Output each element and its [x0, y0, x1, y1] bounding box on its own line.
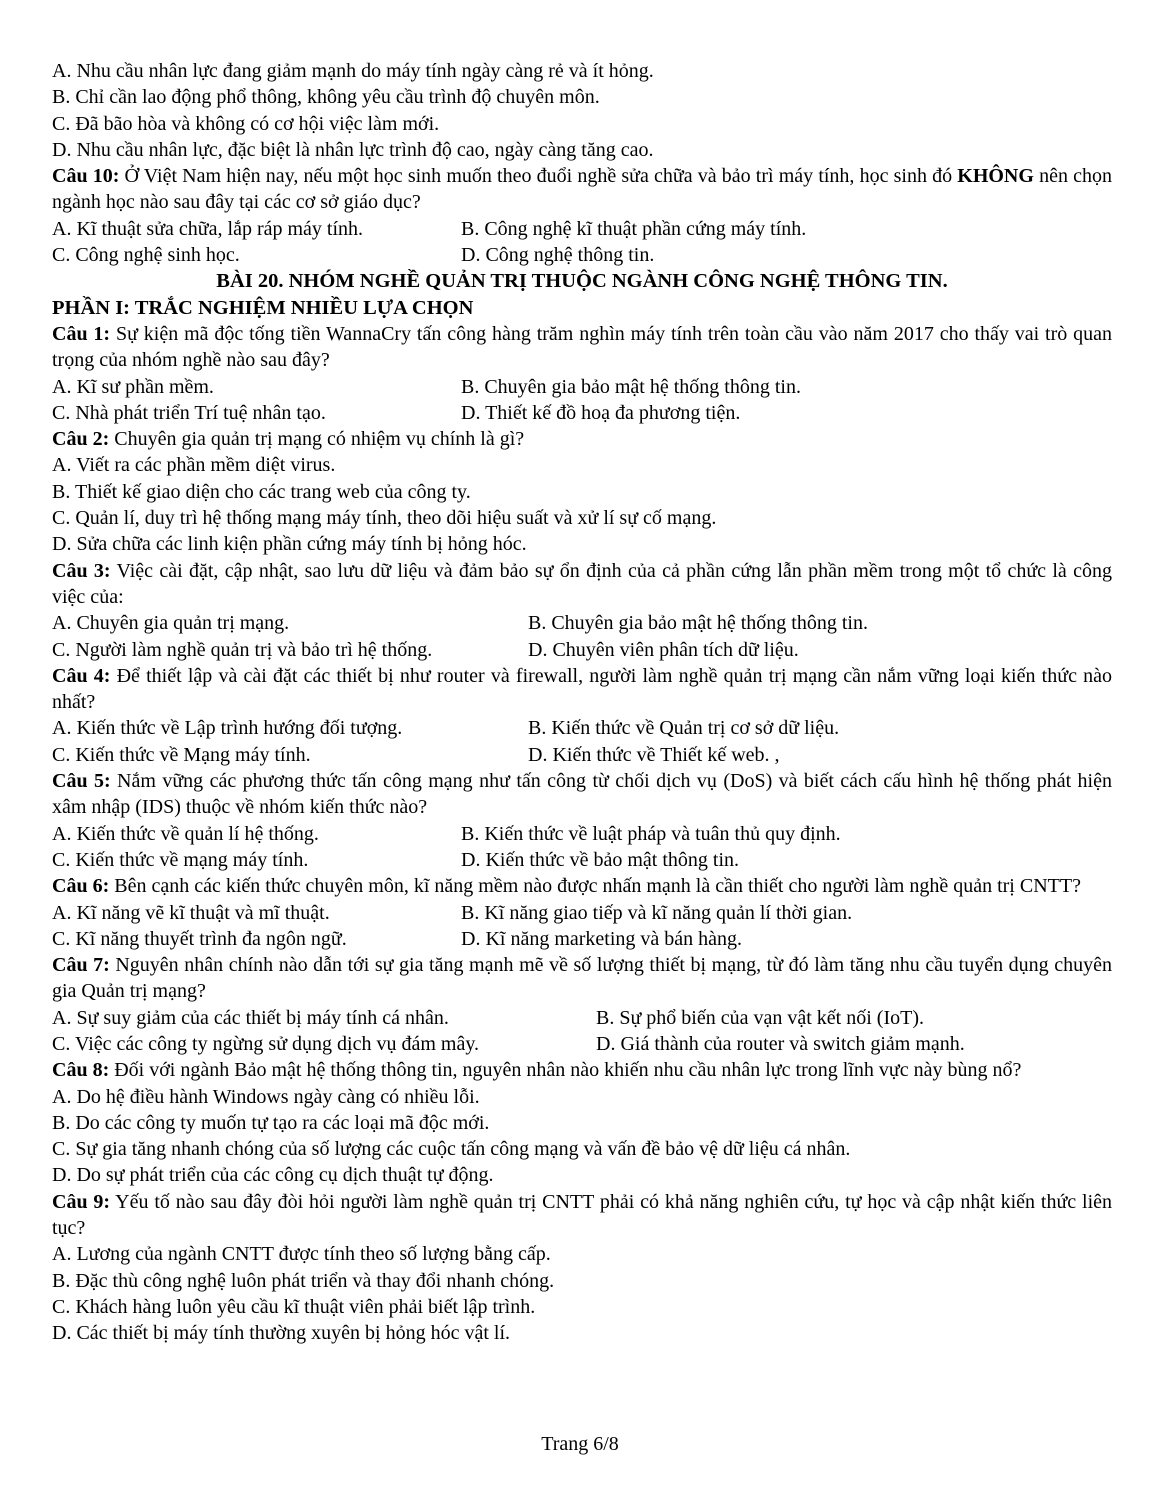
question-6 [52, 873, 1112, 899]
question-text: Yếu tố nào sau đây đòi hỏi người làm nghề quản trị CNTT phải có khả năng nghiên cứu, tự học và cập nhật kiến thức liên tục? [52, 1190, 1112, 1240]
option-d: D. Nhu cầu nhân lực, đặc biệt là nhân lực trình độ cao, ngày càng tăng cao. [52, 138, 654, 161]
option-b: B. Thiết kế giao diện cho các trang web của công ty. [52, 480, 471, 503]
question-emphasis: KHÔNG [957, 165, 1034, 188]
option-c: C. Đã bão hòa và không có cơ hội việc làm mới. [52, 112, 440, 135]
question-label: Câu 9: [52, 1190, 111, 1213]
option-b: B. Kiến thức về Quản trị cơ sở dữ liệu. [528, 717, 840, 740]
question-label: Câu 1: [52, 322, 111, 345]
options-row [52, 400, 1112, 426]
option-c: C. Người làm nghề quản trị và bảo trì hệ thống. [52, 638, 433, 661]
option-d: D. Kiến thức về Thiết kế web. , [528, 743, 780, 766]
option-d: D. Công nghệ thông tin. [461, 244, 655, 267]
option-b: B. Chuyên gia bảo mật hệ thống thông tin. [528, 612, 868, 635]
option-c: C. Việc các công ty ngừng sử dụng dịch vụ đám mây. [52, 1032, 480, 1055]
options-row [52, 610, 1112, 636]
options-row [52, 900, 1112, 926]
option-c: C. Sự gia tăng nhanh chóng của số lượng các cuộc tấn công mạng và vấn đề bảo vệ dữ liệu cá nhân. [52, 1138, 851, 1161]
option-b: B. Kĩ năng giao tiếp và kĩ năng quản lí thời gian. [461, 901, 853, 924]
question-label: Câu 10: [52, 165, 120, 188]
question-text: Việc cài đặt, cập nhật, sao lưu dữ liệu và đảm bảo sự ổn định của cả phần cứng lẫn phần mềm trong một tổ chức là công việc của: [52, 559, 1112, 608]
options-row [52, 242, 1112, 268]
options-row [52, 821, 1112, 847]
options-row [52, 216, 1112, 242]
question-3 [52, 558, 1112, 611]
option-d: D. Kĩ năng marketing và bán hàng. [461, 927, 743, 950]
question-5 [52, 768, 1112, 821]
option-a: A. Viết ra các phần mềm diệt virus. [52, 454, 336, 477]
option-a: A. Do hệ điều hành Windows ngày càng có nhiều lỗi. [52, 1085, 480, 1108]
question-1 [52, 321, 1112, 374]
question-text: Ở Việt Nam hiện nay, nếu một học sinh muốn theo đuổi nghề sửa chữa và bảo trì máy tính, học sinh đó [119, 165, 958, 188]
document-page [52, 58, 1112, 1347]
question-4 [52, 663, 1112, 716]
option-d: D. Sửa chữa các linh kiện phần cứng máy tính bị hỏng hóc. [52, 533, 527, 556]
option-a: A. Kĩ năng vẽ kĩ thuật và mĩ thuật. [52, 901, 330, 924]
option-a: A. Kiến thức về quản lí hệ thống. [52, 822, 319, 845]
option-a: A. Sự suy giảm của các thiết bị máy tính cá nhân. [52, 1006, 449, 1029]
option-c: C. Công nghệ sinh học. [52, 244, 240, 267]
question-2 [52, 426, 1112, 452]
question-text: Bên cạnh các kiến thức chuyên môn, kĩ năng mềm nào được nhấn mạnh là cần thiết cho người làm nghề quản trị CNTT? [109, 875, 1081, 898]
options-row [52, 1005, 1112, 1031]
question-label: Câu 8: [52, 1059, 110, 1082]
option-d: D. Chuyên viên phân tích dữ liệu. [528, 638, 799, 661]
question-10 [52, 163, 1112, 216]
question-text: nên chọn ngành học nào sau đây tại các cơ sở giáo dục? [52, 165, 1112, 214]
question-text: Nguyên nhân chính nào dẫn tới sự gia tăng mạnh mẽ về số lượng thiết bị mạng, từ đó làm tăng nhu cầu tuyển dụng chuyên gia Quản trị mạng? [52, 954, 1112, 1003]
question-label: Câu 3: [52, 559, 111, 582]
option-d: D. Thiết kế đồ hoạ đa phương tiện. [461, 401, 741, 424]
option-b: B. Chuyên gia bảo mật hệ thống thông tin. [461, 375, 801, 398]
option-d: D. Kiến thức về bảo mật thông tin. [461, 848, 740, 871]
question-label: Câu 5: [52, 770, 111, 793]
part-title: PHẦN I: TRẮC NGHIỆM NHIỀU LỰA CHỌN [52, 296, 474, 319]
options-row [52, 926, 1112, 952]
lesson-title: BÀI 20. NHÓM NGHỀ QUẢN TRỊ THUỘC NGÀNH CÔNG NGHỆ THÔNG TIN. [216, 270, 948, 293]
option-b: B. Công nghệ kĩ thuật phần cứng máy tính. [461, 217, 807, 240]
option-b: B. Chỉ cần lao động phổ thông, không yêu cầu trình độ chuyên môn. [52, 86, 600, 109]
option-c: C. Nhà phát triển Trí tuệ nhân tạo. [52, 401, 326, 424]
option-b: B. Do các công ty muốn tự tạo ra các loại mã độc mới. [52, 1111, 490, 1134]
question-label: Câu 4: [52, 664, 111, 687]
option-a: A. Kĩ sư phần mềm. [52, 375, 214, 398]
option-a: A. Nhu cầu nhân lực đang giảm mạnh do máy tính ngày càng rẻ và ít hỏng. [52, 60, 654, 82]
options-row [52, 742, 1112, 768]
option-b: B. Đặc thù công nghệ luôn phát triển và thay đổi nhanh chóng. [52, 1269, 555, 1292]
option-a: A. Kiến thức về Lập trình hướng đối tượng. [52, 717, 403, 740]
options-row [52, 374, 1112, 400]
question-8 [52, 1057, 1112, 1083]
question-text: Chuyên gia quản trị mạng có nhiệm vụ chính là gì? [109, 428, 525, 451]
question-text: Nắm vững các phương thức tấn công mạng như tấn công từ chối dịch vụ (DoS) và biết cách cấu hình hệ thống phát hiện xâm nhập (IDS) thuộc về nhóm kiến thức nào? [52, 770, 1112, 819]
option-a: A. Chuyên gia quản trị mạng. [52, 612, 290, 635]
option-d: D. Các thiết bị máy tính thường xuyên bị hỏng hóc vật lí. [52, 1322, 511, 1345]
options-row [52, 637, 1112, 663]
option-b: B. Kiến thức về luật pháp và tuân thủ quy định. [461, 822, 841, 845]
question-label: Câu 2: [52, 428, 110, 451]
option-c: C. Kiến thức về Mạng máy tính. [52, 743, 311, 766]
options-row [52, 847, 1112, 873]
options-row [52, 715, 1112, 741]
question-text: Sự kiện mã độc tống tiền WannaCry tấn công hàng trăm nghìn máy tính trên toàn cầu vào năm 2017 cho thấy vai trò quan trọng của nhóm nghề nào sau đây? [52, 322, 1112, 372]
option-c: C. Kiến thức về mạng máy tính. [52, 848, 309, 871]
option-c: C. Kĩ năng thuyết trình đa ngôn ngữ. [52, 927, 347, 950]
option-a: A. Kĩ thuật sửa chữa, lắp ráp máy tính. [52, 217, 364, 240]
question-text: Đối với ngành Bảo mật hệ thống thông tin, nguyên nhân nào khiến nhu cầu nhân lực trong lĩnh vực này bùng nổ? [109, 1059, 1022, 1082]
option-b: B. Sự phổ biến của vạn vật kết nối (IoT). [596, 1006, 924, 1029]
question-label: Câu 6: [52, 875, 110, 898]
question-9 [52, 1189, 1112, 1242]
option-d: D. Do sự phát triển của các công cụ dịch thuật tự động. [52, 1164, 494, 1187]
question-7 [52, 952, 1112, 1005]
option-c: C. Khách hàng luôn yêu cầu kĩ thuật viên phải biết lập trình. [52, 1295, 536, 1318]
option-c: C. Quản lí, duy trì hệ thống mạng máy tính, theo dõi hiệu suất và xử lí sự cố mạng. [52, 507, 717, 530]
question-label: Câu 7: [52, 954, 110, 977]
option-a: A. Lương của ngành CNTT được tính theo số lượng bằng cấp. [52, 1243, 551, 1266]
options-row [52, 1031, 1112, 1057]
question-text: Để thiết lập và cài đặt các thiết bị như router và firewall, người làm nghề quản trị mạng cần nắm vững loại kiến thức nào nhất? [52, 664, 1113, 714]
option-d: D. Giá thành của router và switch giảm mạnh. [596, 1032, 965, 1055]
page-number: Trang 6/8 [541, 1433, 619, 1455]
